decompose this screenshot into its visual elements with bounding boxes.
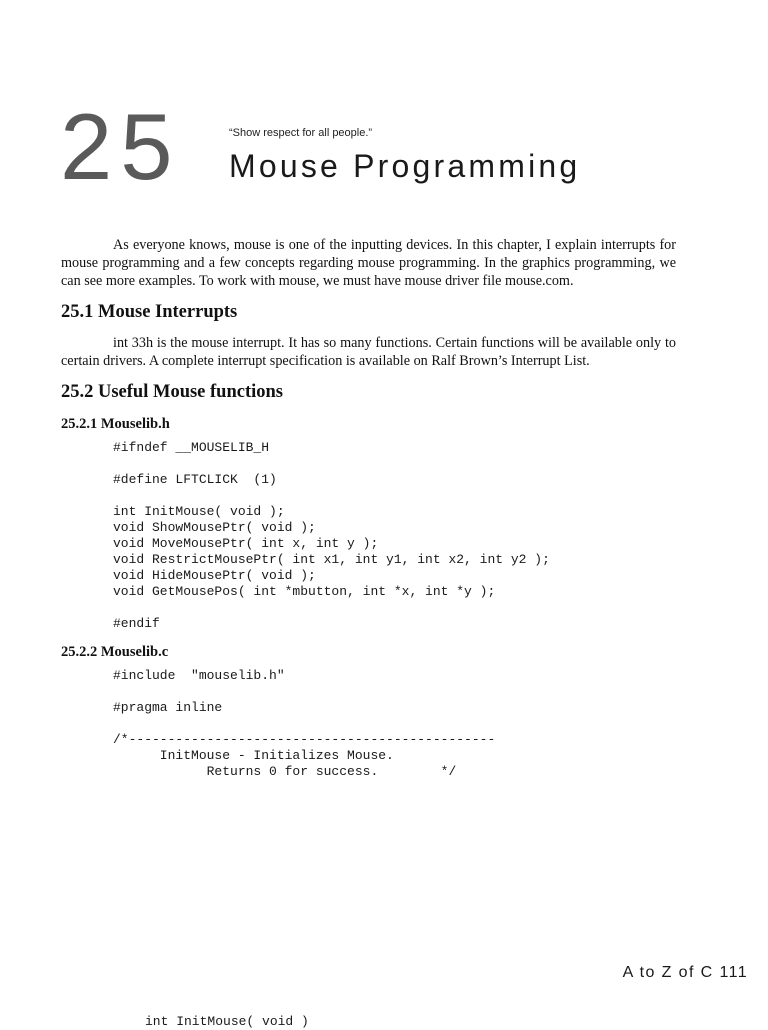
- code-block-mouselib-h: #ifndef __MOUSELIB_H #define LFTCLICK (1) int InitMouse( void ); void ShowMousePtr( void ); void MoveMousePtr( int x, int y ); void RestrictMousePtr( int x1, int y1, int x2, int y2 ); void HideMousePtr( void ); void GetMousePos( int *mbutton, int *x, int *y ); #endif: [113, 440, 550, 631]
- section-heading-mouse-interrupts: 25.1 Mouse Interrupts: [61, 302, 238, 322]
- mouse-interrupts-paragraph: int 33h is the mouse interrupt. It has so many functions. Certain functions will be available only to certain drivers. A complete interrupt specification is available on Ralf Brown’s Interrupt List.: [61, 335, 676, 369]
- chapter-number: 25: [60, 94, 181, 199]
- code-continuation: int InitMouse( void ): [145, 1014, 309, 1029]
- subsection-heading-mouselib-c: 25.2.2 Mouselib.c: [61, 644, 169, 660]
- chapter-title: Mouse Programming: [229, 148, 581, 184]
- subsection-heading-mouselib-h: 25.2.1 Mouselib.h: [61, 416, 170, 432]
- chapter-epigraph: “Show respect for all people.”: [229, 127, 373, 139]
- page-content: [61, 236, 676, 780]
- code-block-mouselib-c: #include "mouselib.h" #pragma inline /*----------------------------------------------- InitMouse - Initializes Mouse. Returns 0 for success. */: [113, 668, 496, 779]
- page-footer: A to Z of C 111: [622, 964, 748, 981]
- intro-paragraph: As everyone knows, mouse is one of the inputting devices. In this chapter, I explain interrupts for mouse programming and a few concepts regarding mouse programming. In the graphics programming, we can see more examples. To work with mouse, we must have mouse driver file mouse.com.: [61, 237, 676, 289]
- section-heading-useful-mouse-functions: 25.2 Useful Mouse functions: [61, 382, 284, 402]
